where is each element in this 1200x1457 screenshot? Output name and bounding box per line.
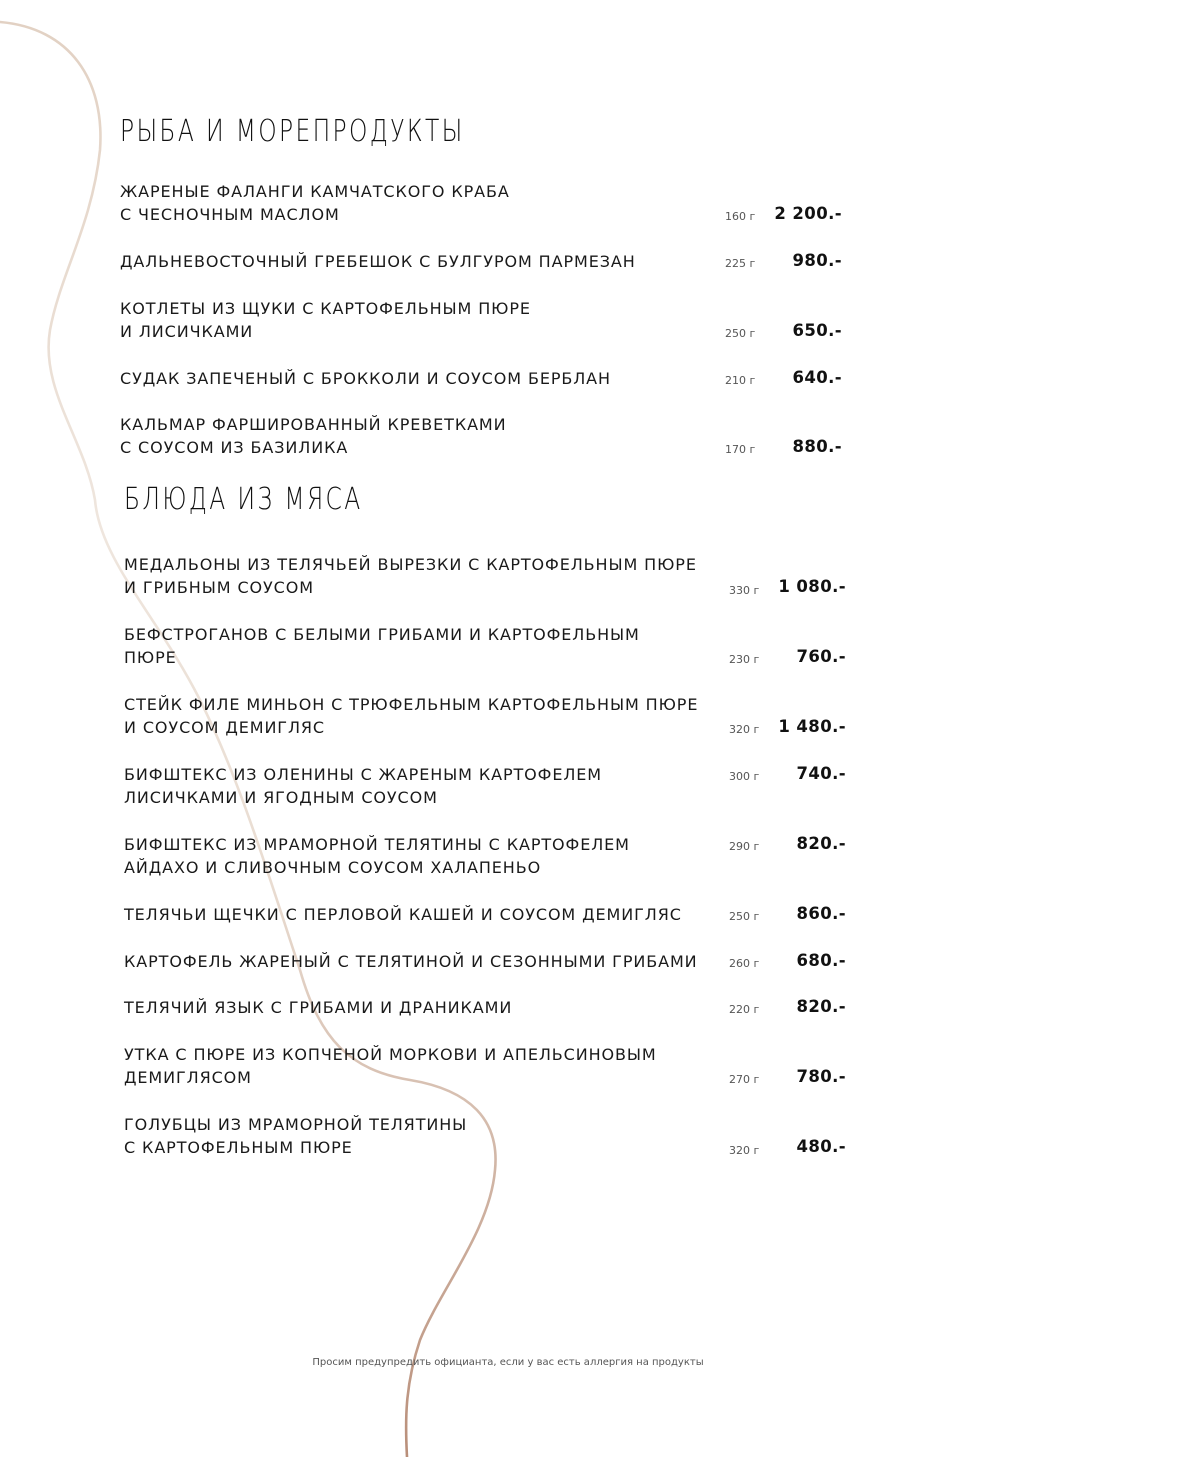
dish-price: 1 080.- (778, 577, 846, 596)
section-title-meat: БЛЮДА ИЗ МЯСА (124, 482, 363, 517)
dish-weight: 330 г (729, 584, 760, 597)
dish-weight: 250 г (725, 327, 756, 340)
menu-item (120, 367, 850, 415)
dish-name: СТЕЙК ФИЛЕ МИНЬОН С ТРЮФЕЛЬНЫМ КАРТОФЕЛЬНЫМ ПЮРЕ И СОУСОМ ДЕМИГЛЯС (124, 695, 699, 737)
menu-item (124, 950, 854, 998)
dish-name: ДАЛЬНЕВОСТОЧНЫЙ ГРЕБЕШОК С БУЛГУРОМ ПАРМЕЗАН (120, 252, 636, 271)
menu-item (124, 833, 854, 881)
menu-item (124, 553, 854, 601)
dish-name: БИФШТЕКС ИЗ ОЛЕНИНЫ С ЖАРЕНЫМ КАРТОФЕЛЕМ ЛИСИЧКАМИ И ЯГОДНЫМ СОУСОМ (124, 765, 602, 807)
dish-price: 1 480.- (778, 717, 846, 736)
dish-name: ТЕЛЯЧЬИ ЩЕЧКИ С ПЕРЛОВОЙ КАШЕЙ И СОУСОМ ДЕМИГЛЯС (124, 905, 682, 924)
dish-weight: 230 г (729, 653, 760, 666)
menu-item (120, 413, 850, 461)
dish-name: СУДАК ЗАПЕЧЕНЫЙ С БРОККОЛИ И СОУСОМ БЕРБЛАН (120, 369, 611, 388)
dish-price: 740.- (796, 764, 846, 783)
dish-price: 680.- (796, 951, 846, 970)
dish-weight: 260 г (729, 957, 760, 970)
dish-weight: 300 г (729, 770, 760, 783)
menu-item (124, 1043, 854, 1091)
dish-weight: 210 г (725, 374, 756, 387)
dish-price: 780.- (796, 1067, 846, 1086)
dish-weight: 290 г (729, 840, 760, 853)
dish-weight: 225 г (725, 257, 756, 270)
menu-item (124, 996, 854, 1044)
dish-price: 760.- (796, 647, 846, 666)
dish-name: МЕДАЛЬОНЫ ИЗ ТЕЛЯЧЬЕЙ ВЫРЕЗКИ С КАРТОФЕЛЬНЫМ ПЮРЕ И ГРИБНЫМ СОУСОМ (124, 555, 697, 597)
dish-price: 650.- (792, 321, 842, 340)
menu-item (124, 693, 854, 741)
dish-weight: 320 г (729, 723, 760, 736)
dish-name: КАРТОФЕЛЬ ЖАРЕНЫЙ С ТЕЛЯТИНОЙ И СЕЗОННЫМИ ГРИБАМИ (124, 952, 698, 971)
menu-item (124, 903, 854, 951)
dish-weight: 320 г (729, 1144, 760, 1157)
dish-name: БЕФСТРОГАНОВ С БЕЛЫМИ ГРИБАМИ И КАРТОФЕЛЬНЫМ ПЮРЕ (124, 625, 640, 667)
dish-name: ГОЛУБЦЫ ИЗ МРАМОРНОЙ ТЕЛЯТИНЫ С КАРТОФЕЛЬНЫМ ПЮРЕ (124, 1115, 468, 1157)
dish-name: ТЕЛЯЧИЙ ЯЗЫК С ГРИБАМИ И ДРАНИКАМИ (124, 998, 513, 1017)
dish-price: 980.- (792, 251, 842, 270)
dish-name: КОТЛЕТЫ ИЗ ЩУКИ С КАРТОФЕЛЬНЫМ ПЮРЕ И ЛИСИЧКАМИ (120, 299, 531, 341)
dish-name: БИФШТЕКС ИЗ МРАМОРНОЙ ТЕЛЯТИНЫ С КАРТОФЕЛЕМ АЙДАХО И СЛИВОЧНЫМ СОУСОМ ХАЛАПЕНЬО (124, 835, 630, 877)
menu-item (124, 1113, 854, 1161)
menu-item (124, 763, 854, 811)
dish-price: 640.- (792, 368, 842, 387)
dish-price: 820.- (796, 834, 846, 853)
dish-name: КАЛЬМАР ФАРШИРОВАННЫЙ КРЕВЕТКАМИ С СОУСОМ ИЗ БАЗИЛИКА (120, 415, 507, 457)
menu-item (124, 623, 854, 671)
dish-weight: 220 г (729, 1003, 760, 1016)
dish-weight: 250 г (729, 910, 760, 923)
menu-item (120, 250, 850, 298)
dish-weight: 270 г (729, 1073, 760, 1086)
dish-weight: 160 г (725, 210, 756, 223)
dish-weight: 170 г (725, 443, 756, 456)
dish-price: 2 200.- (774, 204, 842, 223)
dish-price: 480.- (796, 1137, 846, 1156)
section-title-fish: РЫБА И МОРЕПРОДУКТЫ (120, 114, 465, 149)
dish-name: УТКА С ПЮРЕ ИЗ КОПЧЕНОЙ МОРКОВИ И АПЕЛЬСИНОВЫМ ДЕМИГЛЯСОМ (124, 1045, 657, 1087)
dish-price: 860.- (796, 904, 846, 923)
dish-name: ЖАРЕНЫЕ ФАЛАНГИ КАМЧАТСКОГО КРАБА С ЧЕСНОЧНЫМ МАСЛОМ (120, 182, 510, 224)
dish-price: 880.- (792, 437, 842, 456)
menu-item (120, 180, 850, 228)
menu-item (120, 297, 850, 345)
dish-price: 820.- (796, 997, 846, 1016)
allergy-note: Просим предупредить официанта, если у вас есть аллергия на продукты (312, 1357, 704, 1368)
